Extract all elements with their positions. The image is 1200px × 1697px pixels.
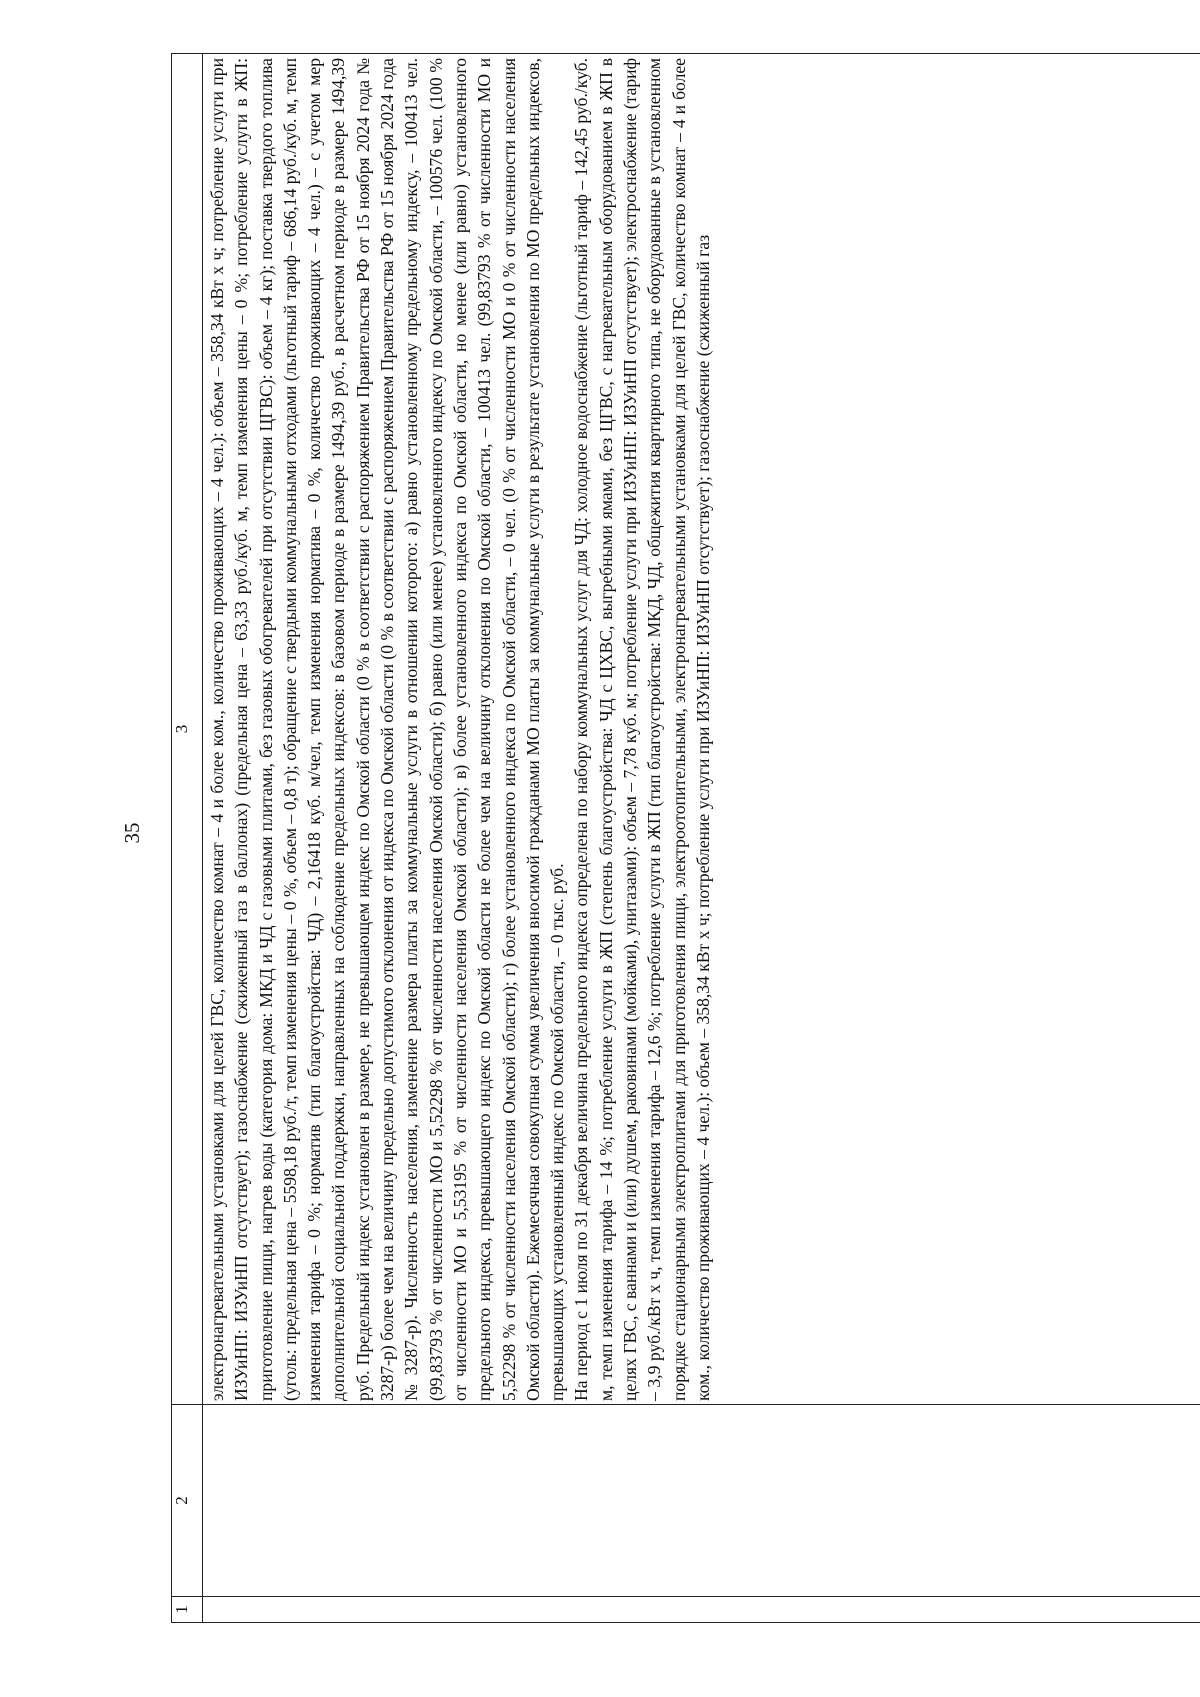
header-row <box>172 54 203 1623</box>
table-row <box>203 54 1200 1623</box>
landscape-page <box>171 53 1200 1623</box>
content-table <box>171 53 1200 1623</box>
cell-col-2 <box>203 1405 1200 1597</box>
rotated-table-wrapper <box>171 53 1200 1623</box>
page-number: 35 <box>120 822 144 844</box>
header-col-1: 1 <box>172 1597 203 1623</box>
cell-col-3 <box>203 54 1200 1405</box>
paragraph-1: электронагревательными установками для целей ГВС, количество комнат – 4 и более ком., количество проживающих – 4 чел.): объем – 358,34 кВт х ч; потребление услуги при ИЗУиНП: ИЗУиНП отсутствует); газоснабжение (сжиженный газ в баллонах) (предельная цена – 63,33 руб./куб. м, темп изменения цены – 0 %; потребление услуги в ЖП: приготовление пищи, нагрев воды (категория дома: МКД и ЧД с газовыми плитами, без газовых обогревателей при отсутствии ЦГВС): объем – 4 кг); поставка твердого топлива (уголь: предельная цена – 5598,18 руб./т, темп изменения цены – 0 %, объем – 0,8 т); обращение с твердыми коммунальными отходами (льготный тариф – 686,14 руб./куб. м, темп изменения тарифа – 0 %; норматив (тип благоустройства: ЧД) – 2,16418 куб. м/чел, темп изменения норматива – 0 %, количество проживающих – 4 чел.) – с учетом мер дополнительной социальной поддержки, направленных на соблюдение предельных индексов: в базовом периоде в размере 1494,39 руб., в расчетном периоде в размере 1494,39 руб. Предельный индекс установлен в размере, не превышающем индекс по Омской области (0 % в соответствии с распоряжением Правительства РФ от 15 ноября 2024 года № 3287-р) более чем на величину предельно допустимого отклонения от индекса по Омской области (0 % в соответствии с распоряжением Правительства РФ от 15 ноября 2024 года № 3287-р). Численность населения, изменение размера платы за коммунальные услуги в отношении которого: а) равно установленному предельному индексу, – 100413 чел. (99,83793 % от численности МО и 5,52298 % от численности населения Омской области); б) равно (или менее) установленного индексу по Омской области, – 100576 чел. (100 % от численности МО и 5,53195 % от численности населения Омской области); в) более установленного индекса по Омской области, но менее (или равно) установленного предельного индекса, превышающего индекс по Омской области не более чем на величину отклонения по Омской области, – 100413 чел. (99,83793 % от численности МО и 5,52298 % от численности населения Омской области); г) более установленного индекса по Омской области, – 0 чел. (0 % от численности МО и 0 % от численности населения Омской области). Ежемесячная совокупная сумма увеличения вносимой гражданами МО платы за коммунальные услуги в результате установления по МО предельных индексов, превышающих установленный индекс по Омской области, – 0 тыс. руб. <box>207 58 568 1401</box>
paragraph-2: На период с 1 июля по 31 декабря величина предельного индекса определена по набору коммунальных услуг для ЧД: холодное водоснабжение (льготный тариф – 142,45 руб./куб. м, темп изменения тарифа – 14 %; потребление услуги в ЖП (степень благоустройства: ЧД с ЦХВС, выгребными ямами, без ЦГВС, с нагревательным оборудованием в ЖП в целях ГВС, с ваннами и (или) душем, раковинами (мойками), унитазами): объем – 7,78 куб. м; потребление услуги при ИЗУиНП: ИЗУиНП отсутствует); электроснабжение (тариф – 3,9 руб./кВт х ч, темп изменения тарифа – 12,6 %; потребление услуги в ЖП (тип благоустройства: МКД, ЧД, общежития квартирного типа, не оборудованные в установленном порядке стационарными электроплитами для приготовления пищи, электроотопительными, электронагревательными установками для целей ГВС, количество комнат – 4 и более ком., количество проживающих – 4 чел.): объем – 358,34 кВт х ч; потребление услуги при ИЗУиНП: ИЗУиНП отсутствует); газоснабжение (сжиженный газ <box>571 58 713 1401</box>
cell-col-1 <box>203 1597 1200 1623</box>
header-col-2: 2 <box>172 1405 203 1597</box>
header-col-3: 3 <box>172 54 203 1405</box>
